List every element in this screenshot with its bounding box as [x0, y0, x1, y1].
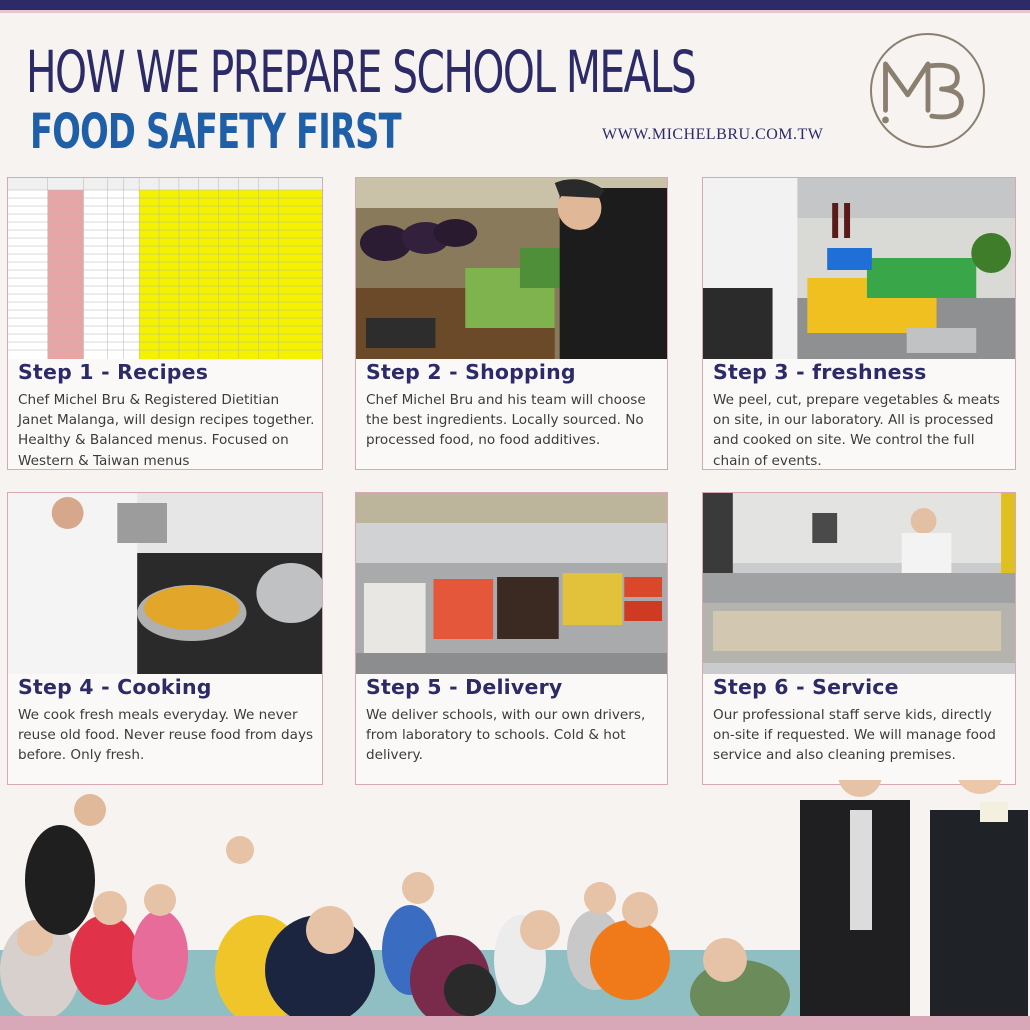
step-4-title: Step 4 - Cooking	[18, 675, 212, 699]
mb-logo	[870, 33, 985, 148]
step-2-text: Chef Michel Bru and his team will choose the best ingredients. Locally sourced. No processed food, no food additives.	[366, 392, 646, 449]
step-1-title: Step 1 - Recipes	[18, 360, 209, 384]
cutting-vegetables-photo	[703, 178, 1015, 359]
website-link[interactable]: WWW.MICHELBRU.COM.TW	[602, 126, 824, 143]
step-2-title: Step 2 - Shopping	[366, 360, 576, 384]
step-card-freshness	[702, 177, 1016, 470]
students-and-staff-photo	[0, 780, 1030, 1016]
step-5-text: We deliver schools, with our own drivers, from laboratory to schools. Cold & hot delivery.	[366, 707, 646, 764]
step-1-text: Chef Michel Bru & Registered Dietitian Janet Malanga, will design recipes together. Healthy & Balanced menus. Focused on Western & Taiwan menus	[18, 392, 315, 469]
step-card-delivery	[355, 492, 668, 785]
step-6-title: Step 6 - Service	[713, 675, 899, 699]
step-card-cooking	[7, 492, 323, 785]
step-4-text: We cook fresh meals everyday. We never reuse old food. Never reuse food from days before. Only fresh.	[18, 707, 314, 764]
cooking-pot-photo	[8, 493, 322, 674]
step-5-title: Step 5 - Delivery	[366, 675, 563, 699]
page-title: HOW WE PREPARE SCHOOL MEALS	[26, 38, 696, 106]
step-3-text: We peel, cut, prepare vegetables & meats on site, in our laboratory. All is processed and cooked on site. We control the full chain of events.	[713, 392, 1000, 469]
step-card-service	[702, 492, 1016, 785]
market-vegetables-photo	[356, 178, 667, 359]
step-card-shopping	[355, 177, 668, 470]
serving-line-photo	[703, 493, 1015, 674]
top-border-bar	[0, 0, 1030, 10]
step-6-text: Our professional staff serve kids, directly on-site if requested. We will manage food service and also cleaning premises.	[713, 707, 996, 764]
bottom-border-bar	[0, 1016, 1030, 1030]
recipe-spreadsheet-photo	[8, 178, 322, 359]
food-trays-photo	[356, 493, 667, 674]
page-subtitle: FOOD SAFETY FIRST	[30, 104, 401, 160]
step-card-recipes	[7, 177, 323, 470]
top-accent-line	[0, 10, 1030, 13]
step-3-title: Step 3 - freshness	[713, 360, 927, 384]
